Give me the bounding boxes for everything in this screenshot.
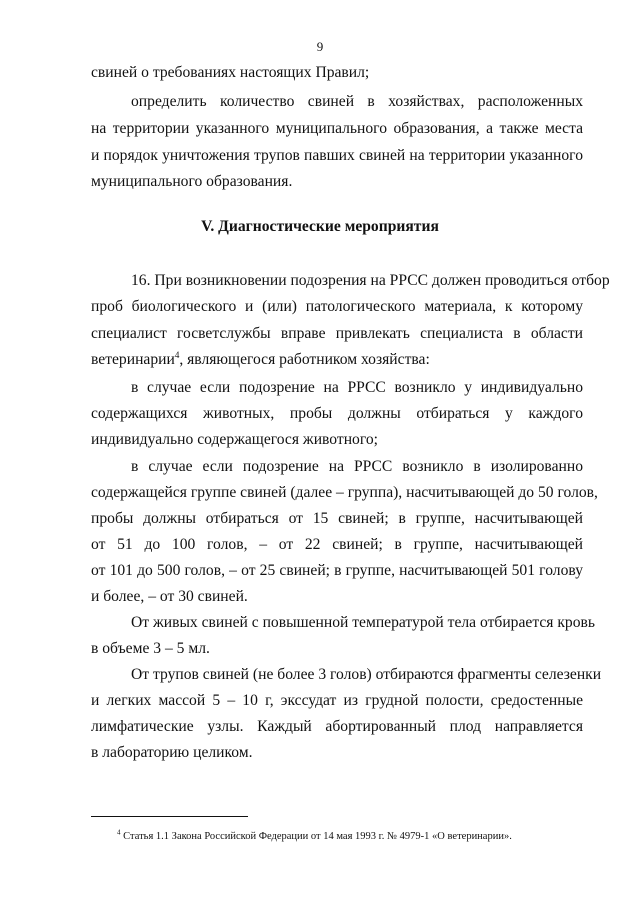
- text-line: содержащихся животных, пробы должны отбираться у каждого: [91, 405, 583, 422]
- text-line: от 51 до 100 голов, – от 22 свиней; в группе, насчитывающей: [91, 536, 583, 553]
- text-line: в объеме 3 – 5 мл.: [91, 640, 210, 657]
- footnote-text: Статья 1.1 Закона Российской Федерации от 14 мая 1993 г. № 4979-1 «О ветеринарии».: [123, 831, 512, 842]
- text-line: и легких массой 5 – 10 г, экссудат из грудной полости, средостенные: [91, 692, 583, 709]
- text-fragment: , являющегося работником хозяйства:: [179, 351, 430, 368]
- text-line: муниципального образования.: [91, 173, 293, 190]
- footnote-separator: [91, 816, 248, 817]
- text-line: От трупов свиней (не более 3 голов) отбираются фрагменты селезенки: [131, 666, 602, 683]
- text-line: и порядок уничтожения трупов павших свиней на территории указанного: [91, 147, 583, 164]
- text-line: свиней о требованиях настоящих Правил;: [91, 64, 370, 81]
- text-line: содержащейся группе свиней (далее – группа), насчитывающей до 50 голов,: [91, 484, 598, 501]
- text-line: пробы должны отбираться от 15 свиней; в группе, насчитывающей: [91, 510, 583, 527]
- text-line: 16. При возникновении подозрения на РРСС должен проводиться отбор: [131, 272, 610, 289]
- text-line: специалист госветслужбы вправе привлекать специалиста в области: [91, 325, 583, 342]
- text-line: и более, – от 30 свиней.: [91, 588, 248, 605]
- footnote-marker: 4: [117, 828, 121, 837]
- footnote-reference: 4: [174, 349, 180, 360]
- text-line: на территории указанного муниципального образования, а также места: [91, 120, 583, 137]
- footnote: [117, 828, 587, 842]
- text-line: индивидуально содержащегося животного;: [91, 431, 378, 448]
- text-line: от 101 до 500 голов, – от 25 свиней; в группе, насчитывающей 501 голову: [91, 562, 583, 579]
- text-line: в случае если подозрение на РРСС возникло в изолированно: [131, 458, 583, 475]
- text-line: проб биологического и (или) патологического материала, к которому: [91, 298, 583, 315]
- page-number: 9: [316, 39, 324, 54]
- text-line: в лабораторию целиком.: [91, 744, 253, 761]
- text-line: в случае если подозрение на РРСС возникло у индивидуально: [131, 379, 583, 396]
- text-line: лимфатические узлы. Каждый абортированный плод направляется: [91, 718, 583, 735]
- text-line: определить количество свиней в хозяйствах, расположенных: [131, 93, 583, 110]
- text-line: [91, 350, 583, 370]
- text-line: От живых свиней с повышенной температурой тела отбирается кровь: [131, 614, 595, 631]
- text-fragment: ветеринарии: [91, 351, 175, 368]
- section-title: V. Диагностические мероприятия: [201, 218, 439, 235]
